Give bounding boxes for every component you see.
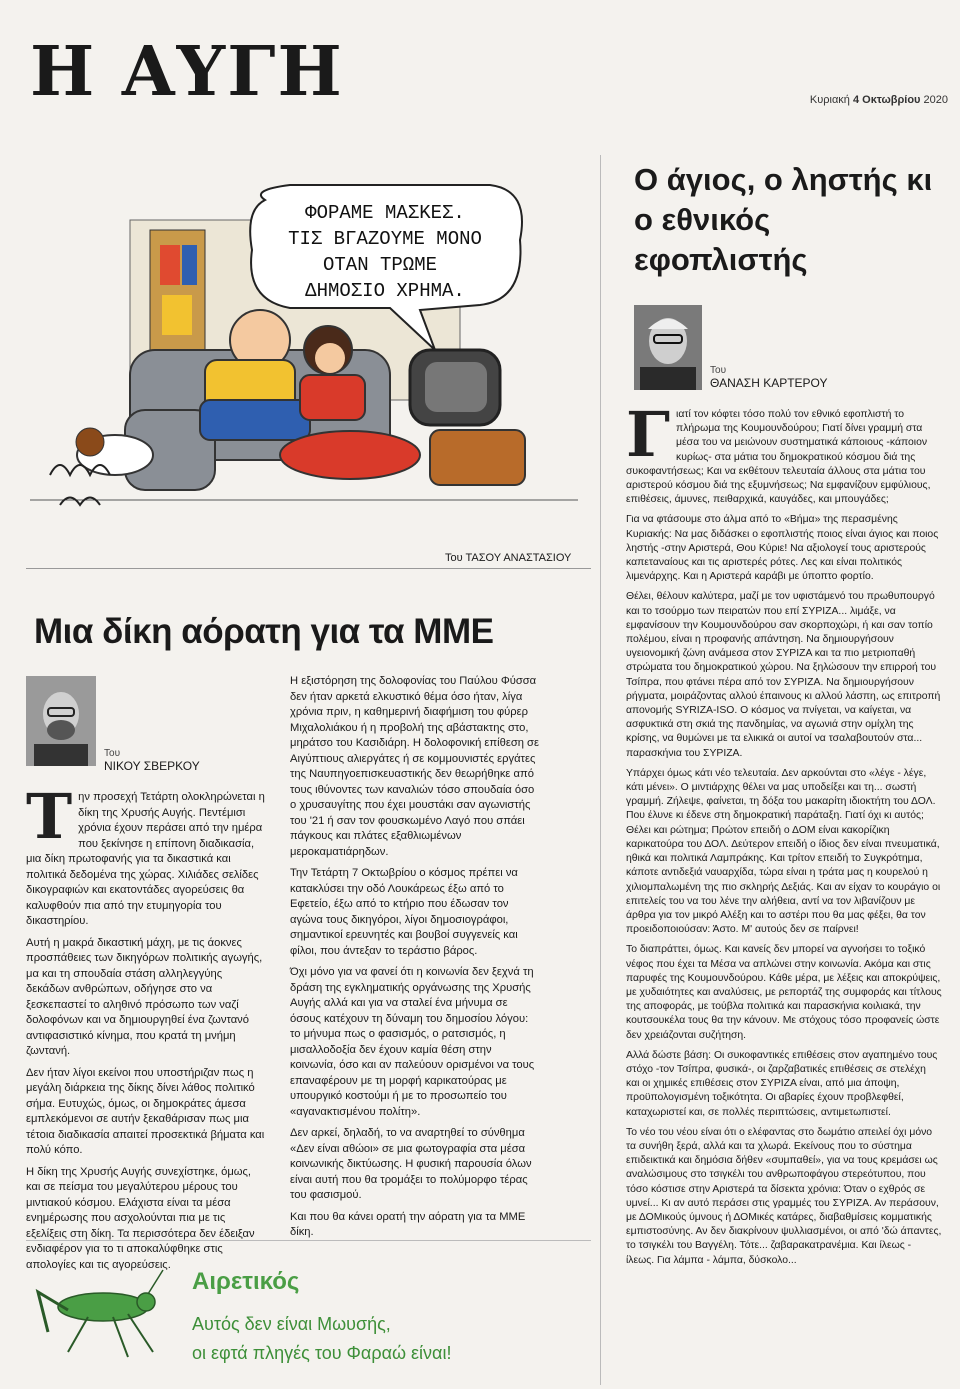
paragraph: Το νέο του νέου είναι ότι ο ελέφαντας στο δωμάτιο απειλεί όχι μόνο τα συνήθη ξερά, αλλά και τα χλωρά. Εκείνους που το σύστημα επιδεικτικά και δημόσια δήθεν «συμπαθεί», για να τους κρεμάσει ως αναλώσιμους στο τσιγκέλι του ανθρωποφάγου στερεότυπου, που τόσο κόστισε στην Αριστερά τα δίσεκτα χρόνια: Όταν ο εχθρός σε υμνεί... Κι αν αυτό περάσει στις γραμμές του ΣΥΡΙΖΑ. Αν περάσουν, με ΔΟΜικούς ύμνους ή ΔΟΜικές κατάρες, διαβαθμίσεις κομματικής εμπιστοσύνης. Αν δεν διακρίνουν ψυλλιασμένοι, οι από 'δώ άπαντες, το τσιγκέλι του Βαγγέλη. Τότε... ζαβαρακατρανέμια. Και ίλεως - ίλεως. Για λάμπα - λάμπα, δύσκολο... (626, 1126, 942, 1266)
speech-line-2: ΤΙΣ ΒΓΑΖΟΥΜΕ ΜΟΝΟ (288, 228, 482, 250)
airetikos-title: Αιρετικός (192, 1268, 300, 1295)
cartoon-credit: Του ΤΑΣΟΥ ΑΝΑΣΤΑΣΙΟΥ (445, 552, 572, 564)
paragraph: Και που θα κάνει ορατή την αόρατη για τα ΜΜΕ δίκη. (290, 1210, 526, 1238)
paragraph: Όχι μόνο για να φανεί ότι η κοινωνία δεν ξεχνά τη δράση της εγκληματικής οργάνωσης της Χρυσής Αυγής αλλά και για να σταλεί ένα μήνυμα σε όσους κατέχουν τη δύναμη του δημοσίου λόγου: το μήνυμα πως ο φασισμός, ο ρατσισμός, η μισαλλοδοξία δεν έχουν καμία θέση στην κοινωνία, όσο και αν παλεύουν ορισμένοι να τους επαναφέρουν με τη μορφή καρικατούρας με υπουργικό κοστούμι ή με το προσωπείο του «αγανακτισμένου πολίτη». (290, 966, 535, 1118)
article-title: Ο άγιος, ο ληστής κι ο εθνικός εφοπλιστής (634, 162, 933, 277)
paragraph: Αλλά δώστε βάση: Οι συκοφαντικές επιθέσεις στον αγαπημένο τους στόχο -τον Τσίπρα, φυσικά-, οι ζαρζαβατικές επιθέσεις σε στελέχη και οι χημικές επιθέσεις στον ΣΥΡΙΖΑ είναι, από μια άποψη, προϋπολογισμένη τοξικότητα. Οι αβαρίες έχουν προβλεφθεί, καταχωριστεί και, σε πολλές περιπτώσεις, αντιμετωπιστεί. (626, 1049, 938, 1118)
author-photo-sverkos (26, 676, 96, 766)
paragraph: ην προσεχή Τετάρτη ολοκληρώνεται η δίκη της Χρυσής Αυγής. Πεντέμισι χρόνια έχουν περάσει από την ημέρα που ξεκίνησε η επίπονη διαδικασία, μια δίκη πρωτοφανής για τα δικαστικά και πολιτικά δεδομένα της χώρας. Χιλιάδες σελίδες δικογραφιών και εκατοντάδες αγορεύσεις θα καλυφθούν πια από την ετυμηγορία του δικαστηρίου. (26, 791, 265, 927)
article2-body (626, 398, 942, 1274)
paragraph: Για να φτάσουμε στο άλμα από το «Βήμα» της περασμένης Κυριακής: Να μας διδάσκει ο εφοπλιστής ποιος είναι άγιος και ποιος ληστής -στην Αριστερά, Θου Κύριε! Να αξιολογεί τους αριστερούς καπεταναίους και τις αριστερές ρότες. Λες και είναι πολιτικός λιμενάρχης. Και η Αριστερά καράβι με ύποπτο φορτίο. (626, 514, 939, 583)
paragraph: Το διαπράττει, όμως. Και κανείς δεν μπορεί να αγνοήσει το τοξικό νέφος που έχει τα Μέσα να απλώνει στην κοινωνία. Ακόμα και στις παρυφές της Κουμουνδούρου. Κάθε μέρα, με λέξεις και αποκρύψεις, με χυδαιότητες και αναλύσεις, με ρεπορτάζ της συμφοράς και τίτλους της αποφοράς, με τούβλα πολιτικά και παρασκήνια κοιλιακά, την κουτσουκέλα τους θα την κάνουν. Με στόχους τόσο προφανείς ώστε δεν χρειάζονται συζήτηση. (626, 944, 942, 1041)
airetikos-line-1: Αυτός δεν είναι Μωυσής, (192, 1314, 391, 1334)
paragraph: Θέλει, θέλουν καλύτερα, μαζί με τον υφιστάμενό του πρωθυπουργό και το τσούρμο των πειρατών που επί ΣΥΡΙΖΑ... λιμάξε, να εμφανίσουν την Κουμουνδούρου σαν σκορποχώρι, ή και σαν τοπίο πολέμου, είναι η προφανής απάντηση. Να δημιουργήσουν υγειονομική ζώνη ανάμεσα στον ΣΥΡΙΖΑ και τα πιο μετριοπαθή στρώματα του δημοκρατικού χώρου. Να ξηλώσουν την επιρροή του Τσίπρα, που φτάνει πέρα από τον ΣΥΡΙΖΑ. Να δημιουργήσουν ρήγματα, μοιράζοντας αλλού έπαινους κι αλλού λάσπη, ως επιτροπή απονομής SYRIZA-ISO. Ο κόσμος να πνίγεται, να καίγεται, να ασφυκτικά στη σκιά της πανδημίας, να αγωνιά στην ομίχλη της κρίσης, να θυμώνει με τα ελικικά οι αυτοί να τσαλαβουτούν στα... παρασκήνια του ΣΥΡΙΖΑ. (626, 591, 941, 759)
paragraph: Η εξιστόρηση της δολοφονίας του Παύλου Φύσσα δεν ήταν αρκετά ελκυστικό θέμα όσο ήταν, λίγα χρόνια πριν, η καθημερινή διαφήμιση του φύρερ Μιχαλολιάκου ή η προβολή της αβάστακτης στο, μηράτσο του Κασιδιάρη. Η δολοφονική επίθεση σε Αιγύπτιους αλιεργάτες ή σε κομμουνιστές εργάτες της Ναυπηγοεπισκευαστικής δεν θεωρήθηκε από τους ιθύνοντες των καναλιών τόσο σπουδαία όσο ο χρυσαυγίτης που έχει μουστάκι σαν αγωνιστής του '21 ή σαν τον φουσκωμένο Λαγό που σπάει πάγκους και πλάτες εξαθλιωμένων μεροκαματιάρηδων. (290, 675, 539, 858)
paragraph: Η δίκη της Χρυσής Αυγής συνεχίστηκε, όμως, και σε πείσμα του μεγαλύτερου μέρους του μιντιακού κόσμου. Ελάχιστα είναι τα μέσα ενημέρωσης που ασχολούνται πια με τις εξελίξεις στη δίκη. Τα περισσότερα δεν έδειξαν ενδιαφέρον για το τι αποκαλύφθηκε στις απολογίες και τις αγορεύσεις. (26, 1165, 255, 1271)
airetikos-text (192, 1310, 451, 1368)
dropcap: Τ (26, 780, 73, 853)
article1-column-2 (290, 674, 540, 1247)
article-title: Μια δίκη αόρατη για τα ΜΜΕ (34, 612, 494, 651)
byline-author: ΘΑΝΑΣΗ ΚΑΡΤΕΡΟΥ (710, 376, 828, 390)
paragraph: Την Τετάρτη 7 Οκτωβρίου ο κόσμος πρέπει να κατακλύσει την οδό Λουκάρεως έξω από το Εφετείο, έξω από το κτήριο που έδωσαν τον αγώνα τους δικηγόροι, λίγοι δημοσιογράφοι, σημαντικοί ερευνητές και βουβοί συγγενείς και φίλοι, που άντεξαν το τεράστιο βάρος. (290, 867, 518, 957)
airetikos-line-2: οι εφτά πληγές του Φαραώ είναι! (192, 1343, 452, 1363)
editorial-cartoon (30, 180, 578, 525)
author-photo-karteros (634, 305, 702, 390)
date-year: 2020 (923, 94, 948, 106)
masthead: Η ΑΥΓΗ (30, 32, 344, 112)
issue-date (810, 94, 948, 106)
byline-author: ΝΙΚΟΥ ΣΒΕΡΚΟΥ (104, 759, 200, 773)
speech-line-3: ΟΤΑΝ ΤΡΩΜΕ (322, 254, 438, 276)
speech-line-4: ΔΗΜΟΣΙΟ ΧΡΗΜΑ. (305, 280, 465, 302)
paragraph: Υπάρχει όμως κάτι νέο τελευταία. Δεν αρκούνται στο «λέγε - λέγε, κάτι μένει». Ο μιντιάρχης θέλει να μας υποδείξει και τη... σωστή γραμμή. Ζήλεψε, φαίνεται, τη δόξα του μακαρίτη ιδιοκτήτη του ΔΟΛ. Που έλυνε κι έδενε στη δημοκρατική παράταξη. Γιατί όχι κι αυτός; Θέλει και ρώτημα; Πρώτον επειδή ο ΔΟΜ είναι κακορίζικη καρικατούρα του ΔΟΛ. Δεύτερον επειδή ο ίδιος δεν είναι πνευματικά, ηθικά και πολιτικά Λαμπράκης. Και τρίτον επειδή το Συγκρότημα, κάποτε αντιδεξιά ναυαρχίδα, τώρα είναι η τράτα μας η κουρελού η χιλιομπαλωμένη της πιο σκληρής Δεξιάς. Και αν είχαν το κουράγιο οι επιτελείς του να του λένε την αλήθεια, αντί να τον λιβανίζουν με άρθρα για τον μικρό Αλέξη και το αστέρι που θα μας φέξει, θα τον προειδοποιούσαν: Άστο. Μ' αυτούς δεν σε παίρνει! (626, 767, 941, 936)
dropcap: Γ (626, 398, 671, 471)
paragraph: Δεν ήταν λίγοι εκείνοι που υποστήριζαν πως η μεγάλη διάρκεια της δίκης δίνει λάθος πολιτικό σήμα. Ευτυχώς, όμως, οι δημοκράτες άμεσα εμπλεκόμενοι σε αυτήν ξεκαθάρισαν πως μια τέτοια διαδικασία απαιτεί προσεκτικά βήματα και πολύ κόπο. (26, 1066, 265, 1156)
speech-line-1: ΦΟΡΑΜΕ ΜΑΣΚΕΣ. (305, 202, 465, 224)
byline-prefix: Του (104, 748, 121, 759)
date-day: Κυριακή (809, 94, 850, 106)
divider (26, 568, 591, 569)
date-date: 4 Οκτωβρίου (852, 94, 921, 106)
byline-prefix: Του (710, 365, 727, 376)
article1-column-1 (26, 780, 268, 1279)
paragraph: Δεν αρκεί, δηλαδή, το να αναρτηθεί το σύνθημα «Δεν είναι αθώοι» σε μια φωτογραφία στα μέσα κοινωνικής δικτύωσης. Η φυσική παρουσία όλων είναι αυτή που θα τρομάξει το πολύμορφο τέρας του φασισμού. (290, 1127, 532, 1201)
divider (26, 1240, 591, 1241)
grasshopper-icon (28, 1262, 168, 1367)
column-divider (600, 155, 601, 1385)
paragraph: Αυτή η μακρά δικαστική μάχη, με τις άοκνες προσπάθειες των δικηγόρων πολιτικής αγωγής, μα και τη σπουδαία στάση αλληλεγγύης δεκάδων ανθρώπων, οδήγησε στο να ξεσκεπαστεί το αληθινό πρόσωπο των ναζί δολοφόνων και να δημιουργηθεί ένα ζωντανό αντιφασιστικό κίνημα, που κρατά τη μνήμη ζωντανή. (26, 936, 263, 1057)
paragraph: ιατί τον κόφτει τόσο πολύ τον εθνικό εφοπλιστή το πλήρωμα της Κουμουνδούρου; Γιατί δίνει γραμμή στα μέσα του να μειώνουν συστηματικά κάποιους -κάποιον κυρίως- στα μάτια του δημοκρατικού κόσμου διά της συκοφαντήσεως; Και να εκθέτουν τελευταία άλλους στα μάτια του αριστερού κόσμου διά της εξυμνήσεως; Να εμφανίζουν εμφύλιους, επιθέσεις, άμυνες, πειθαρχικά, καυγάδες, και μπουγάδες; (626, 409, 931, 506)
